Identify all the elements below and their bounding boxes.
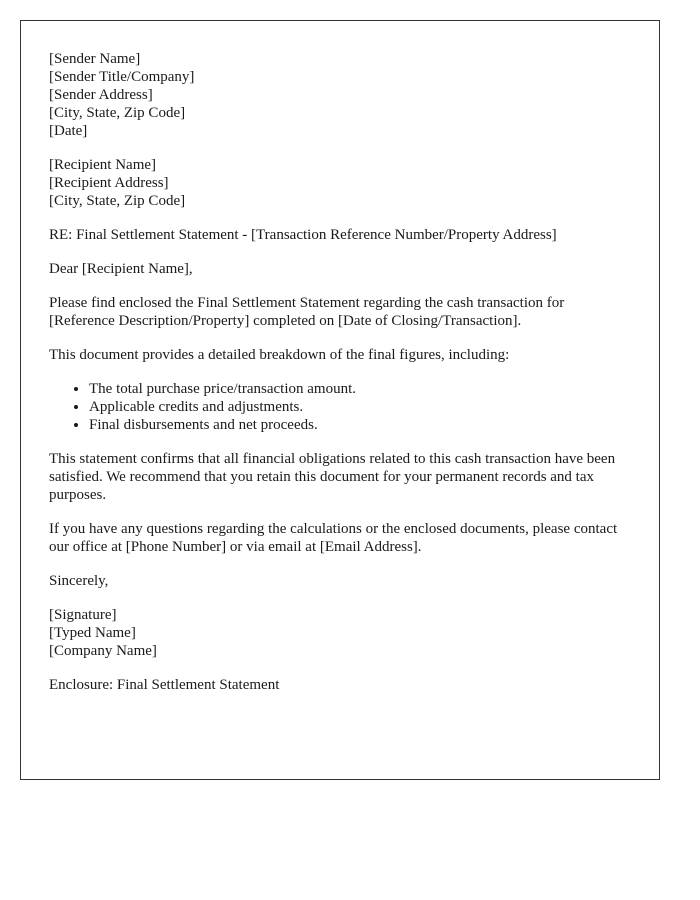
valediction: Sincerely,	[49, 573, 109, 589]
list-item: • Final disbursements and net proceeds.	[89, 416, 631, 434]
subject-line: RE: Final Settlement Statement - [Transaction Reference Number/Property Address]	[49, 227, 557, 243]
recipient-address: [Recipient Address]	[49, 175, 169, 191]
recipient-city-state-zip: [City, State, Zip Code]	[49, 193, 186, 209]
list-item: • Applicable credits and adjustments.	[89, 398, 631, 416]
typed-name: [Typed Name]	[49, 625, 136, 641]
body-paragraph-4: If you have any questions regarding the calculations or the enclosed documents, please contact our office at [Phone Number] or via email at [Email Address].	[49, 521, 618, 555]
recipient-block	[49, 156, 631, 210]
body-paragraph-2: This document provides a detailed breakdown of the final figures, including:	[49, 347, 510, 363]
signature-block	[49, 606, 631, 660]
list-item: • The total purchase price/transaction amount.	[89, 380, 631, 398]
sender-name: [Sender Name]	[49, 51, 141, 67]
breakdown-list	[49, 380, 631, 434]
salutation: Dear [Recipient Name],	[49, 261, 193, 277]
company-name: [Company Name]	[49, 643, 157, 659]
letter-date: [Date]	[49, 123, 88, 139]
enclosure-line: Enclosure: Final Settlement Statement	[49, 677, 280, 693]
letter-document	[20, 20, 660, 780]
sender-title-company: [Sender Title/Company]	[49, 69, 195, 85]
sender-address: [Sender Address]	[49, 87, 153, 103]
body-paragraph-1: Please find enclosed the Final Settlement Statement regarding the cash transaction for [Reference Description/Property] completed on [Date of Closing/Transaction].	[49, 295, 565, 329]
sender-block	[49, 50, 631, 140]
signature: [Signature]	[49, 607, 117, 623]
sender-city-state-zip: [City, State, Zip Code]	[49, 105, 186, 121]
body-paragraph-3: This statement confirms that all financial obligations related to this cash transaction have been satisfied. We recommend that you retain this document for your permanent records and tax purposes.	[49, 451, 616, 503]
recipient-name: [Recipient Name]	[49, 157, 157, 173]
